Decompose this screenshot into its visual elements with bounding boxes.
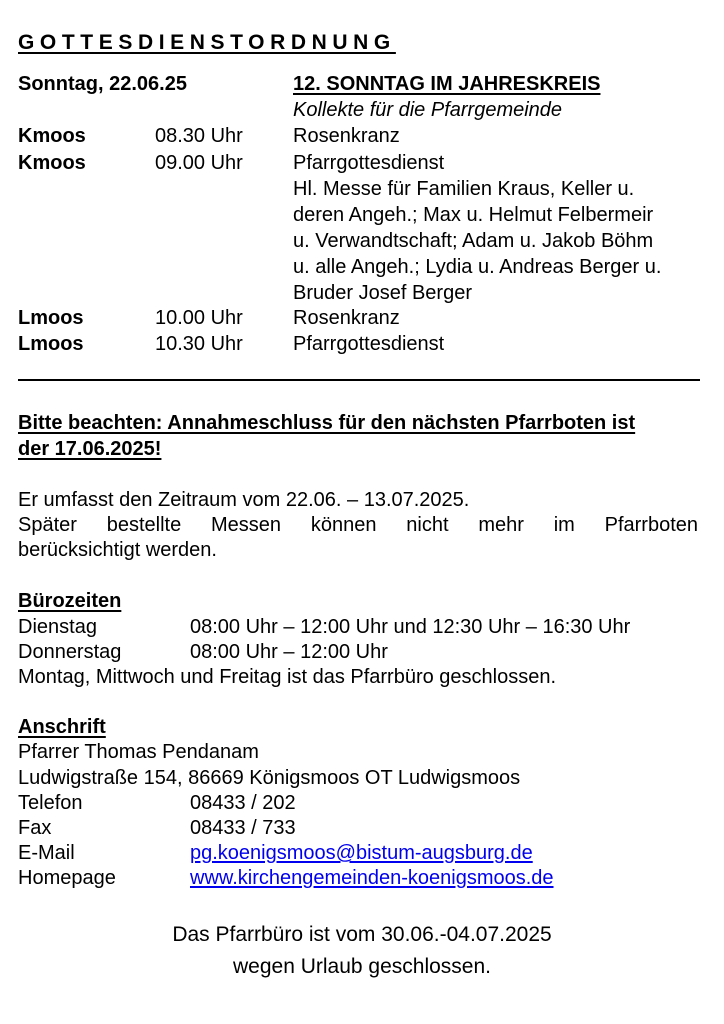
deadline-notice: Bitte beachten: Annahmeschluss für den nächsten Pfarrboten ist (18, 412, 636, 434)
mass-intention-line: u. alle Angeh.; Lydia u. Andreas Berger u. (293, 256, 662, 278)
service-place: Kmoos (18, 152, 86, 174)
office-hours-value: 08:00 Uhr – 12:00 Uhr (190, 641, 388, 663)
service-place: Lmoos (18, 307, 84, 329)
service-place: Kmoos (18, 125, 86, 147)
late-orders-text-cont: berücksichtigt werden. (18, 539, 217, 561)
office-closed-note: Montag, Mittwoch und Freitag ist das Pfarrbüro geschlossen. (18, 666, 557, 688)
office-hours-value: 08:00 Uhr – 12:00 Uhr und 12:30 Uhr – 16:30 Uhr (190, 616, 631, 638)
office-day: Donnerstag (18, 641, 122, 663)
service-event: Rosenkranz (293, 125, 400, 147)
phone-label: Telefon (18, 792, 83, 814)
deadline-notice-date: der 17.06.2025! (18, 438, 162, 460)
service-event: Rosenkranz (293, 307, 400, 329)
divider (18, 379, 700, 381)
service-time: 10.00 Uhr (155, 307, 243, 329)
email-link[interactable]: pg.koenigsmoos@bistum-augsburg.de (190, 842, 533, 864)
late-orders-text: Später bestellte Messen können nicht mehr im Pfarrboten (18, 514, 698, 536)
street-address: Ludwigstraße 154, 86669 Königsmoos OT Ludwigsmoos (18, 767, 521, 789)
period-text: Er umfasst den Zeitraum vom 22.06. – 13.07.2025. (18, 489, 470, 511)
service-time: 09.00 Uhr (155, 152, 243, 174)
fax-value: 08433 / 733 (190, 817, 296, 839)
office-hours-heading: Bürozeiten (18, 590, 122, 612)
mass-intention-line: Bruder Josef Berger (293, 282, 472, 304)
homepage-link[interactable]: www.kirchengemeinden-koenigsmoos.de (190, 867, 554, 889)
vacation-notice: Das Pfarrbüro ist vom 30.06.-04.07.2025 (172, 923, 552, 946)
mass-intention-line: u. Verwandtschaft; Adam u. Jakob Böhm (293, 230, 654, 252)
vacation-notice-cont: wegen Urlaub geschlossen. (233, 955, 491, 978)
pastor-name: Pfarrer Thomas Pendanam (18, 741, 259, 763)
service-event: Pfarrgottesdienst (293, 152, 445, 174)
service-event: Pfarrgottesdienst (293, 333, 445, 355)
service-place: Lmoos (18, 333, 84, 355)
collection-note: Kollekte für die Pfarrgemeinde (293, 99, 563, 121)
office-day: Dienstag (18, 616, 97, 638)
homepage-label: Homepage (18, 867, 116, 889)
phone-value: 08433 / 202 (190, 792, 296, 814)
email-label: E-Mail (18, 842, 75, 864)
service-time: 10.30 Uhr (155, 333, 243, 355)
page-title: GOTTESDIENSTORDNUNG (18, 31, 396, 54)
address-heading: Anschrift (18, 716, 106, 738)
feast-title: 12. SONNTAG IM JAHRESKREIS (293, 73, 601, 95)
mass-intention-line: Hl. Messe für Familien Kraus, Keller u. (293, 178, 635, 200)
service-time: 08.30 Uhr (155, 125, 243, 147)
fax-label: Fax (18, 817, 52, 839)
mass-intention-line: deren Angeh.; Max u. Helmut Felbermeir (293, 204, 654, 226)
service-date: Sonntag, 22.06.25 (18, 73, 187, 95)
